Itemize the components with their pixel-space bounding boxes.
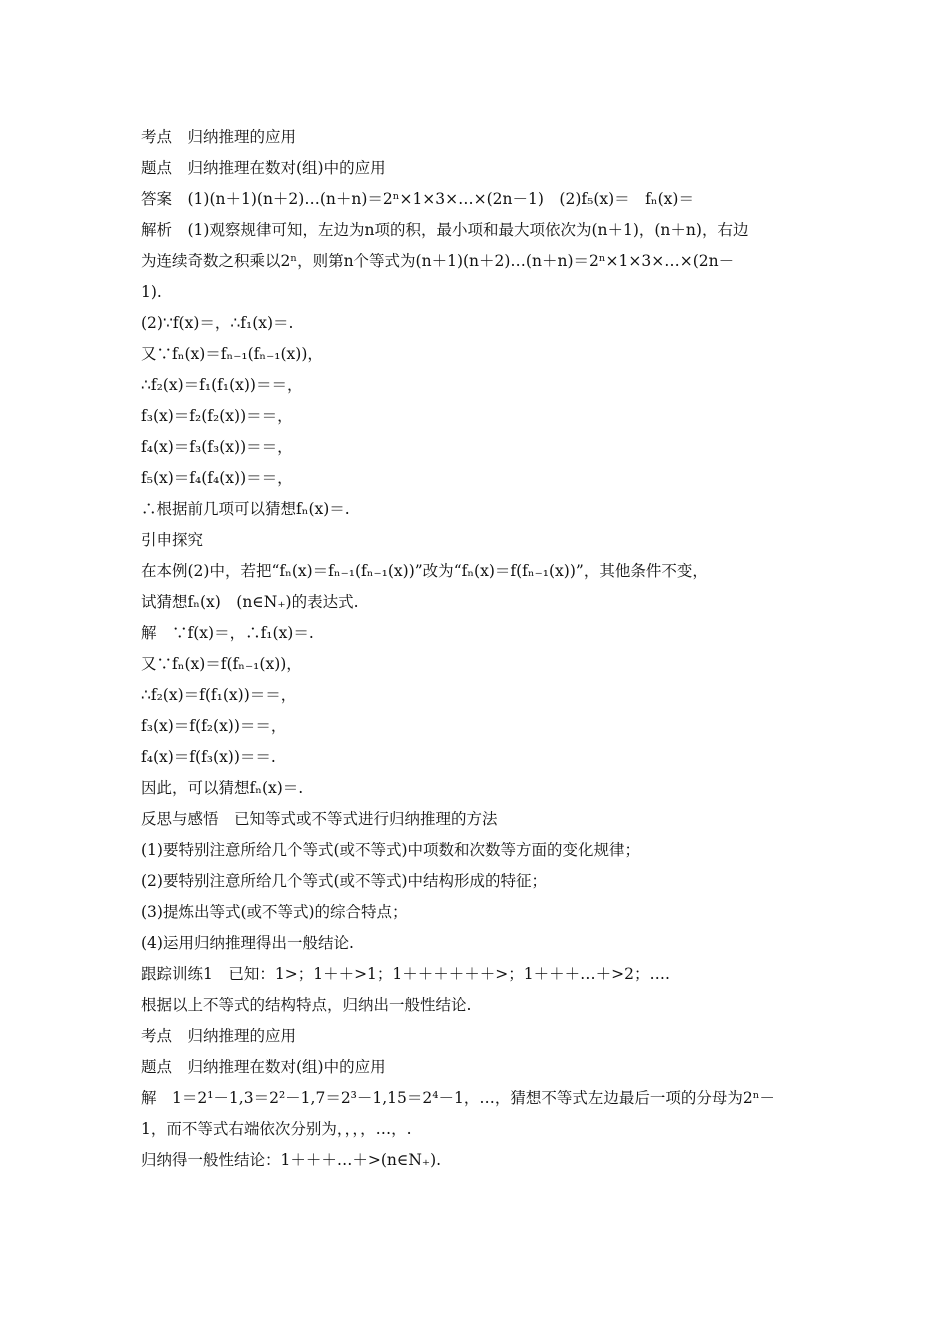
text-line: 引申探究 [141, 531, 204, 549]
text-line: f₅(x)＝f₄(f₄(x))＝＝， [141, 469, 293, 487]
text-line: 因此，可以猜想fₙ(x)＝. [141, 779, 304, 797]
text-line: ∴f₂(x)＝f₁(f₁(x))＝＝， [141, 376, 303, 394]
text-line: ∴f₂(x)＝f(f₁(x))＝＝， [141, 686, 297, 704]
text-line: 根据以上不等式的结构特点，归纳出一般性结论. [141, 996, 472, 1014]
text-line: 考点 归纳推理的应用 [141, 128, 297, 146]
text-line: ∴根据前几项可以猜想fₙ(x)＝. [141, 500, 350, 518]
text-line: 题点 归纳推理在数对(组)中的应用 [141, 1058, 386, 1076]
text-line: 在本例(2)中，若把“fₙ(x)＝fₙ₋₁(fₙ₋₁(x))”改为“fₙ(x)＝f(fₙ₋₁(x))”，其他条件不变， [141, 562, 708, 580]
text-line: 题点 归纳推理在数对(组)中的应用 [141, 159, 386, 177]
text-line: (2)∵f(x)＝，∴f₁(x)＝. [141, 314, 294, 332]
text-line: 1，而不等式右端依次分别为，，，，…，. [141, 1120, 412, 1138]
document-body [141, 122, 813, 1176]
text-line: 1). [141, 283, 162, 301]
text-line: (2)要特别注意所给几个等式(或不等式)中结构形成的特征； [141, 872, 548, 890]
text-line: 考点 归纳推理的应用 [141, 1027, 297, 1045]
text-line: 又∵fₙ(x)＝f(fₙ₋₁(x))， [141, 655, 302, 673]
text-line: 跟踪训练1 已知：1>；1＋＋>1；1＋＋＋＋＋＋>；1＋＋＋…＋>2；…. [141, 965, 670, 983]
text-line: 解 ∵f(x)＝，∴f₁(x)＝. [141, 624, 314, 642]
text-line: 解析 (1)观察规律可知，左边为n项的积，最小项和最大项依次为(n＋1)，(n＋n)，右边 [141, 221, 749, 239]
text-line: 反思与感悟 已知等式或不等式进行归纳推理的方法 [141, 810, 498, 828]
text-line: 试猜想fₙ(x) (n∈N₊)的表达式. [141, 593, 359, 611]
text-line: 归纳得一般性结论：1＋＋＋…＋>(n∈N₊). [141, 1151, 442, 1169]
text-line: 解 1＝2¹－1,3＝2²－1,7＝2³－1,15＝2⁴－1，…，猜想不等式左边最后一项的分母为2ⁿ－ [141, 1089, 775, 1107]
text-line: (3)提炼出等式(或不等式)的综合特点； [141, 903, 408, 921]
text-line: (4)运用归纳推理得出一般结论. [141, 934, 354, 952]
text-line: f₄(x)＝f(f₃(x))＝＝. [141, 748, 276, 766]
text-line: 答案 (1)(n＋1)(n＋2)…(n＋n)＝2ⁿ×1×3×…×(2n－1) (2)f₅(x)＝ fₙ(x)＝ [141, 190, 694, 208]
text-line: (1)要特别注意所给几个等式(或不等式)中项数和次数等方面的变化规律； [141, 841, 641, 859]
text-line: f₃(x)＝f(f₂(x))＝＝， [141, 717, 287, 735]
text-line: 为连续奇数之积乘以2ⁿ，则第n个等式为(n＋1)(n＋2)…(n＋n)＝2ⁿ×1×3×…×(2n－ [141, 252, 735, 270]
text-line: 又∵fₙ(x)＝fₙ₋₁(fₙ₋₁(x))， [141, 345, 323, 363]
text-line: f₃(x)＝f₂(f₂(x))＝＝， [141, 407, 293, 425]
text-line: f₄(x)＝f₃(f₃(x))＝＝， [141, 438, 293, 456]
